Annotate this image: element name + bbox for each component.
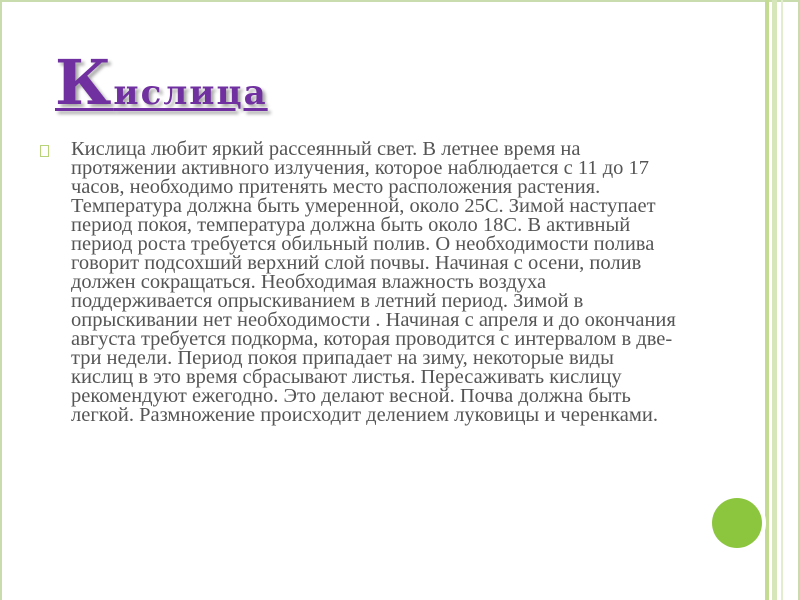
decorative-circle: [712, 498, 762, 548]
body-block: [40, 140, 680, 425]
frame-top-border: [0, 0, 800, 2]
slide-title: [55, 46, 268, 119]
decorative-stripe: [765, 0, 769, 600]
bullet-icon: [40, 145, 49, 157]
decorative-stripe: [772, 0, 777, 600]
frame-left-border: [0, 0, 2, 600]
title-first-letter: К: [55, 46, 114, 119]
decorative-stripe: [781, 0, 783, 600]
body-text: Кислица любит яркий рассеянный свет. В летнее время на протяжении активного излучения, которое наблюдается с 11 до 17 часов, необходимо притенять место расположения растения. Температура должна быть умеренной, около 25С. Зимой наступает период покоя, температура должна быть около 18С. В активный период роста требуется обильный полив. О необходимости полива говорит подсохший верхний слой почвы. Начиная с осени, полив должен сокращаться. Необходимая влажность воздуха поддерживается опрыскиванием в летний период. Зимой в опрыскивании нет необходимости . Начиная с апреля и до окончания августа требуется подкорма, которая проводится с интервалом в две-три недели. Период покоя припадает на зиму, некоторые виды кислиц в это время сбрасывают листья. Пересаживать кислицу рекомендуют ежегодно. Это делают весной. Почва должна быть легкой. Размножение происходит делением луковицы и черенками.: [71, 138, 676, 426]
title-rest: ислица: [113, 73, 268, 113]
